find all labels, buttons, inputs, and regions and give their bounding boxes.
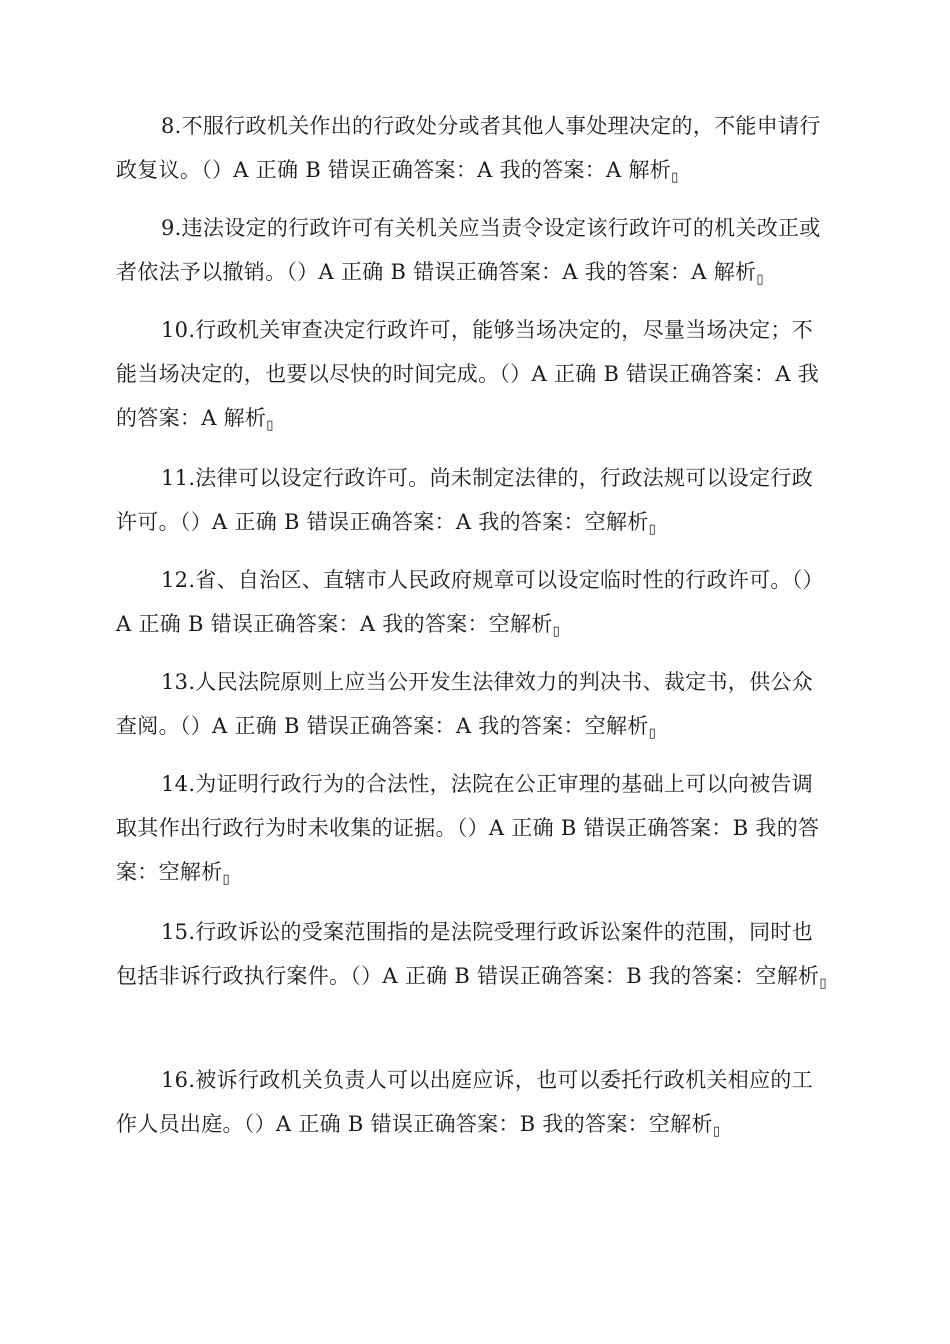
missing-glyph-box: ▯ [671, 170, 679, 185]
missing-glyph-box: ▯ [266, 418, 274, 433]
question-text: 13.人民法院原则上应当公开发生法律效力的判决书、裁定书，供公众查阅。（）A 正确 B 错误正确答案：A 我的答案：空解析 [116, 670, 813, 738]
missing-glyph-box: ▯ [648, 726, 657, 741]
question-10 [116, 308, 832, 448]
question-text: 15.行政诉讼的受案范围指的是法院受理行政诉讼案件的范围，同时也包括非诉行政执行案件。（）A 正确 B 错误正确答案：B 我的答案：空解析 [116, 920, 820, 988]
question-text: 11.法律可以设定行政许可。尚未制定法律的，行政法规可以设定行政许可。（）A 正确 B 错误正确答案：A 我的答案：空解析 [116, 466, 813, 534]
missing-glyph-box: ▯ [552, 624, 561, 639]
question-text: 14.为证明行政行为的合法性，法院在公正审理的基础上可以向被告调取其作出行政行为时未收集的证据。（）A 正确 B 错误正确答案：B 我的答案：空解析 [116, 772, 820, 884]
question-text: 8.不服行政机关作出的行政处分或者其他人事处理决定的，不能申请行政复议。（）A 正确 B 错误正确答案：A 我的答案：A 解析 [116, 114, 821, 182]
question-16 [116, 1058, 832, 1154]
question-text: 9.违法设定的行政许可有关机关应当责令设定该行政许可的机关改正或者依法予以撤销。（）A 正确 B 错误正确答案：A 我的答案：A 解析 [116, 216, 821, 284]
missing-glyph-box: ▯ [712, 1124, 721, 1139]
missing-glyph-box: ▯ [648, 522, 657, 537]
question-11 [116, 456, 832, 552]
missing-glyph-box: ▯ [819, 976, 827, 991]
question-9 [116, 206, 832, 302]
missing-glyph-box: ▯ [222, 872, 230, 887]
missing-glyph-box: ▯ [756, 272, 764, 287]
question-text: 16.被诉行政机关负责人可以出庭应诉，也可以委托行政机关相应的工作人员出庭。（）A 正确 B 错误正确答案：B 我的答案：空解析 [116, 1068, 813, 1136]
question-8 [116, 104, 832, 200]
question-12 [116, 558, 832, 654]
question-13 [116, 660, 832, 756]
question-14 [116, 762, 832, 902]
question-text: 10.行政机关审查决定行政许可，能够当场决定的，尽量当场决定；不能当场决定的，也要以尽快的时间完成。（）A 正确 B 错误正确答案：A 我的答案：A 解析 [116, 318, 820, 430]
question-text: 12.省、自治区、直辖市人民政府规章可以设定临时性的行政许可。（）A 正确 B 错误正确答案：A 我的答案：空解析 [116, 568, 824, 636]
question-15 [116, 910, 832, 1006]
